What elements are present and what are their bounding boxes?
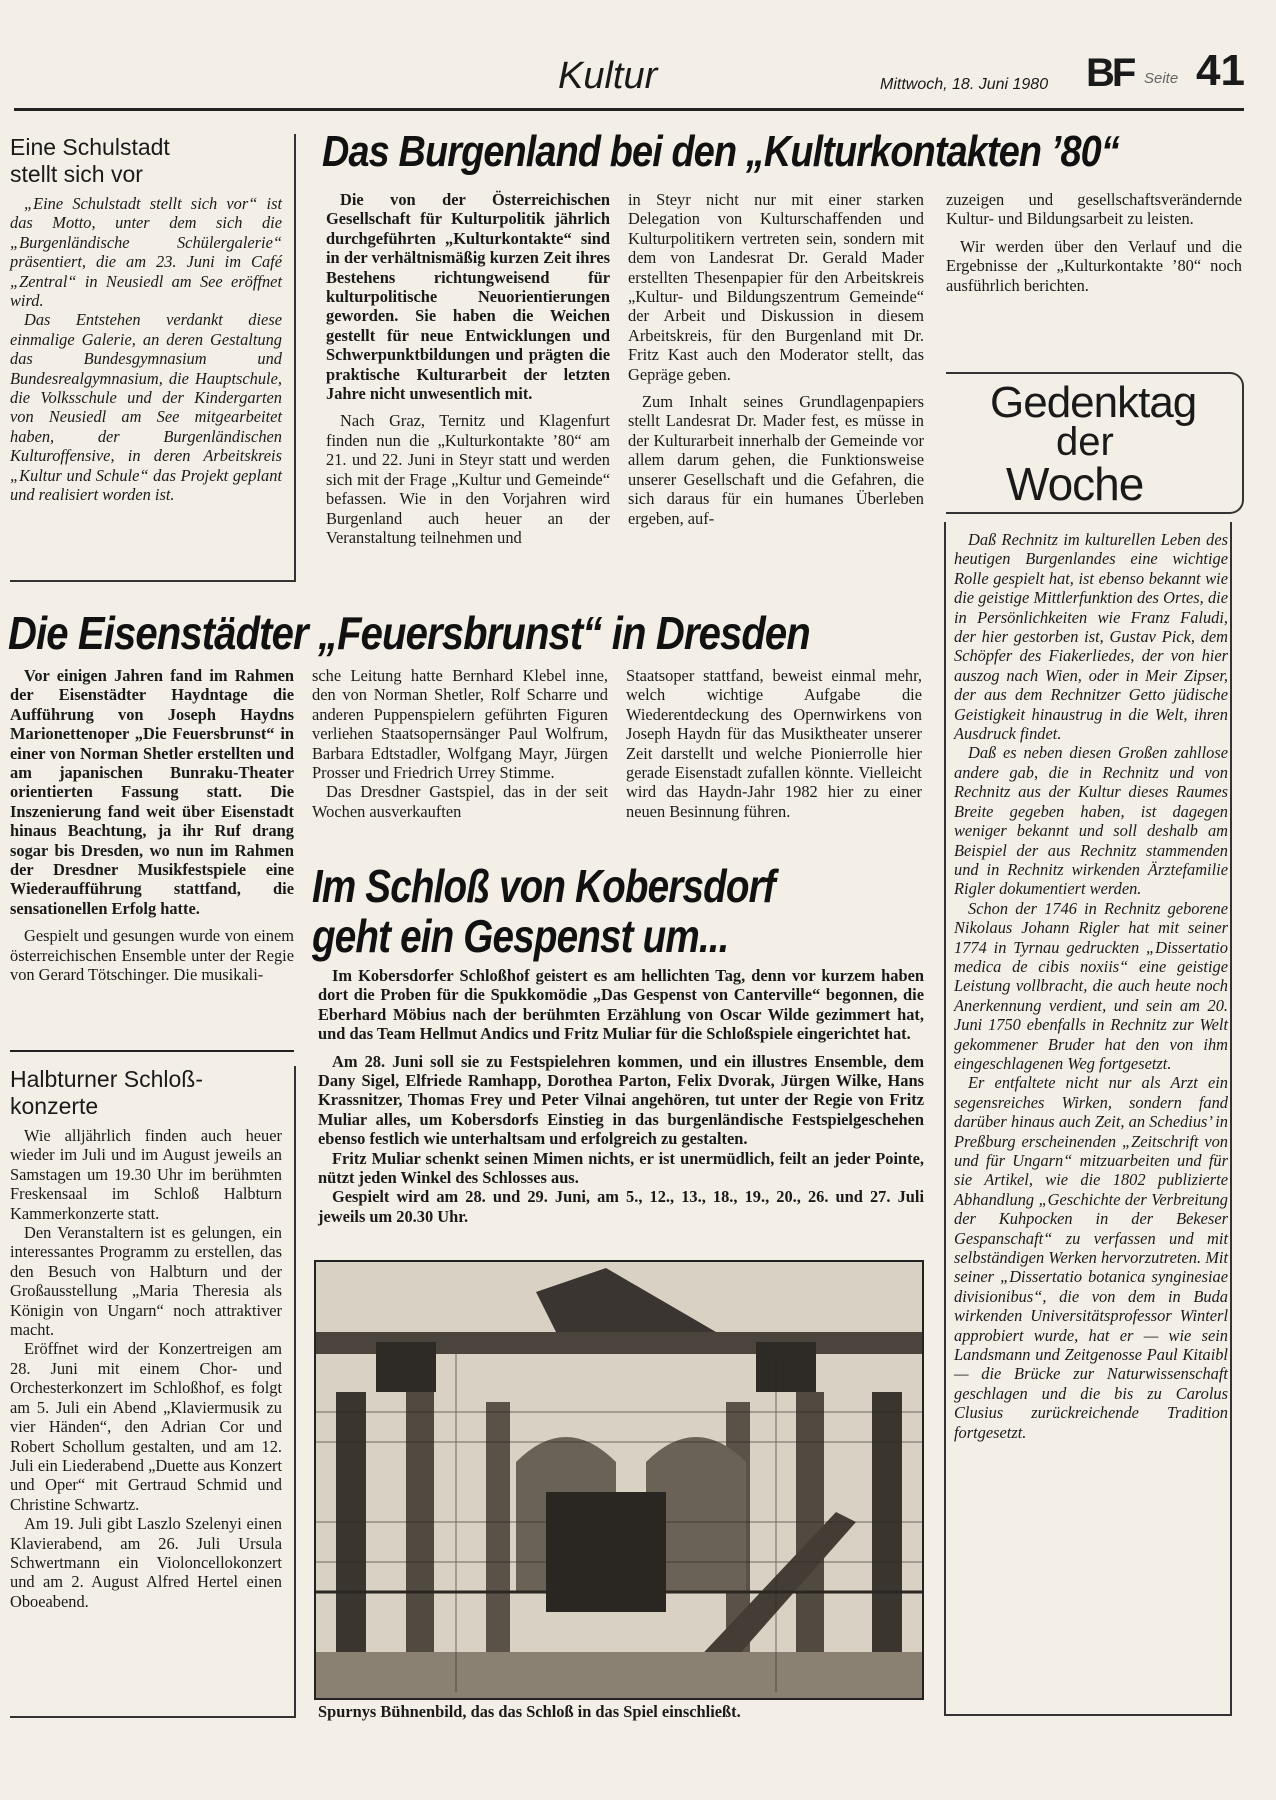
halbturn-paragraph: Den Veranstaltern ist es gelungen, ein interessantes Programm zu erstellen, das den Besuch von Halbturn und der Großausstellung „Maria Theresia als Königin von Ungarn“ noch attraktiver macht. (10, 1223, 282, 1340)
gedenktag-title-box (946, 372, 1244, 514)
publication-logo: BF (1086, 51, 1134, 95)
halbturn-title-line1: Halbturner Schloß- (10, 1066, 204, 1092)
stage-set-illustration (314, 1260, 924, 1700)
halbturn-top-rule (10, 1050, 294, 1052)
schulstadt-title-line2: stellt sich vor (10, 161, 143, 187)
castle-courtyard-drawing (316, 1262, 922, 1698)
gedenktag-box (944, 522, 1232, 1716)
gedenktag-paragraph: Daß Rechnitz im kulturellen Leben des heutigen Burgenlandes eine wichtige Rolle gespielt hat, ist ebenso bekannt wie die geistige Mittlerfunktion des Ortes, die in Persönlichkeiten wie Franz Faludi, der hier gestorben ist, Gustav Pick, dem Schöpfer des Fiakerliedes, der von hier auszog nach Wien, oder in Meir Zipser, der aus dem Rechnitzer Getto jüdische Geistigkeit hinaustrug in die Welt, ihren Ausdruck findet. (954, 530, 1228, 744)
kulturkontakte-paragraph: Nach Graz, Ternitz und Klagenfurt finden nun die „Kulturkontakte ’80“ am 21. und 22. Juni in Steyr statt und werden sich mit der Frage „Kultur und Gemeinde“ befassen. Wie in den Vorjahren wird Burgenland auch heuer an der Veranstaltung teilnehmen und (326, 411, 610, 547)
kobersdorf-paragraph: Gespielt wird am 28. und 29. Juni, am 5., 12., 13., 18., 19., 20., 26. und 27. Juli jeweils um 20.30 Uhr. (318, 1187, 924, 1226)
kulturkontakte-headline: Das Burgenland bei den „Kulturkontakten ’80“ (322, 127, 1119, 176)
schulstadt-box (10, 134, 296, 582)
illustration-caption: Spurnys Bühnenbild, das das Schloß in das Spiel einschließt. (318, 1702, 741, 1721)
kulturkontakte-paragraph: in Steyr nicht nur mit einer starken Delegation von Kulturschaffenden und Kulturpolitikern vertreten sein, sondern mit dem von Landesrat Dr. Gerald Mader erstellten Thesenpapier für den Arbeitskreis „Kultur- und Bildungszentrum Gemeinde“ der Arbeit und Diskussion in diesem Arbeitskreis, für den Burgenland mit Dr. Fritz Kast auch den Moderator stellt, das Gepräge geben. (628, 190, 924, 384)
kulturkontakte-paragraph: zuzeigen und gesellschaftsverändernde Kultur- und Bildungsarbeit zu leisten. (946, 190, 1242, 229)
feuersbrunst-headline: Die Eisenstädter „Feuersbrunst“ in Dresden (8, 607, 810, 659)
feuersbrunst-paragraph: sche Leitung hatte Bernhard Klebel inne, den von Norman Shetler, Rolf Scharre und anderen Puppenspielern geführten Figuren verliehen Staatsopernsänger Paul Wolfrum, Barbara Edtstadler, Wolfgang Mayr, Jürgen Prosser und Friedrich Urrey Stimme. (312, 666, 608, 783)
kobersdorf-headline-line1: Im Schloß von Kobersdorf (312, 860, 775, 912)
schulstadt-paragraph: „Eine Schulstadt stellt sich vor“ ist das Motto, unter dem sich die „Burgenländische Schülergalerie“ präsentiert, die am 23. Juni im Café „Zentral“ in Neusiedl am See eröffnet wird. (10, 194, 282, 311)
schulstadt-paragraph: Das Entstehen verdankt diese einmalige Galerie, an deren Gestaltung das Bundesgymnasium und Bundesrealgymnasium, die Hauptschule, die Volksschule und der Kindergarten von Neusiedl am See mitgearbeitet haben, der Burgenländischen Kulturoffensive, in deren Arbeitskreis „Kultur und Schule“ das Projekt geplant und realisiert worden ist. (10, 310, 282, 505)
issue-date: Mittwoch, 18. Juni 1980 (880, 76, 1049, 93)
masthead-rule (14, 108, 1244, 111)
gedenktag-title-line2: der (1056, 420, 1114, 464)
page-label: Seite (1144, 70, 1179, 87)
kobersdorf-paragraph: Fritz Muliar schenkt seinen Mimen nichts, er ist unermüdlich, feilt an jeder Pointe, nützt jeden Winkel des Schlosses aus. (318, 1148, 924, 1188)
gedenktag-paragraph: Schon der 1746 in Rechnitz geborene Nikolaus Johann Rigler hat mit seiner 1774 in Tyrnau gedruckten „Dissertatio medica de cibis noxiis“ eine geistige Leistung vollbracht, die auch heute noch Anerkennung verdient, und sein am 20. Juni 1750 ebenfalls in Rechnitz zur Welt gekommener Bruder hat den von ihm eingeschlagenen Weg fortgesetzt. (954, 898, 1228, 1073)
feuersbrunst-paragraph: Staatsoper stattfand, beweist einmal mehr, welch wichtige Aufgabe die Wiederentdeckung des Opernwirkens von Joseph Haydn für das Musiktheater unserer Zeit darstellt und welche Pionierrolle hier gerade Eisenstadt zufallen könnte. Vielleicht wird das Haydn-Jahr 1982 hier zu einer neuen Besinnung führen. (626, 666, 922, 821)
kobersdorf-paragraph: Im Kobersdorfer Schloßhof geistert es am hellichten Tag, denn vor kurzem haben dort die Proben für die Spukkomödie „Das Gespenst von Canterville“ begonnen, die Eberhard Möbius nach der berühmten Erzählung von Oscar Wilde gezimmert hat, und das Team Hellmut Andics und Fritz Muliar für die Schloßspiele eingerichtet hat. (318, 966, 924, 1044)
kulturkontakte-paragraph: Wir werden über den Verlauf und die Ergebnisse der „Kulturkontakte ’80“ noch ausführlich berichten. (946, 236, 1242, 295)
halbturn-title-line2: konzerte (10, 1093, 99, 1119)
kobersdorf-paragraph: Am 28. Juni soll sie zu Festspielehren kommen, und ein illustres Ensemble, dem Dany Sigel, Elfriede Ramhapp, Dorothea Parton, Felix Dvorak, Jürgen Wilke, Hans Krassnitzer, Thomas Frey und Peter Vilnai angehören, tut unter der Regie von Fritz Muliar alles, um Kobersdorfs Einstieg in das burgenländische Festspielgeschehen ebenso festlich wie unterhaltsam und erfolgreich zu gestalten. (318, 1051, 924, 1149)
gedenktag-title-line3: Woche (1006, 458, 1144, 510)
gedenktag-paragraph: Er entfaltete nicht nur als Arzt ein segensreiches Wirken, sondern fand darüber hinaus auch Zeit, an Schedius’ in Preßburg erscheinenden „Zeitschrift von und für Ungarn“ mitzuarbeiten und für sie Artikel, wie die 1802 publizierte Abhandlung „Geschichte der Verbreitung der Kuhpocken in der Bekeser Gespanschaft“ zu verfassen und mit selbständigen Werken hervorzutreten. Mit seiner „Dissertatio botanica synginesiae divisionibus“, die von dem in Buda wirkenden Universitätsprofessor Winterl approbiert wurde, hat er — wie sein Landsmann und Zeitgenosse Paul Kitaibl — die Brücke zur Naturwissenschaft geschlagen und die bis zu Carolus Clusius zurückreichende Tradition fortgesetzt. (954, 1073, 1228, 1442)
kulturkontakte-paragraph: Zum Inhalt seines Grundlagenpapiers stellt Landesrat Dr. Mader fest, es müsse in der Kulturarbeit innerhalb der Gemeinde vor allem darum gehen, die Funktionsweise unserer Gesellschaft und die Gefahren, die sich daraus für ein humanes Überleben ergeben, auf- (628, 392, 924, 528)
halbturn-paragraph: Am 19. Juli gibt Laszlo Szelenyi einen Klavierabend, am 26. Juli Ursula Schwertmann ein Violoncellokonzert und am 2. August Alfred Hertel einen Oboeabend. (10, 1514, 282, 1611)
halbturn-paragraph: Wie alljährlich finden auch heuer wieder im Juli und im August jeweils an Samstagen um 19.30 Uhr im berühmten Freskensaal im Schloß Halbturn Kammerkonzerte statt. (10, 1126, 282, 1223)
section-title: Kultur (558, 55, 658, 97)
halbturn-paragraph: Eröffnet wird der Konzertreigen am 28. Juni mit einem Chor- und Orchesterkonzert im Schloßhof, es folgt am 5. Juli ein Abend „Klaviermusik zu vier Händen“, den Adrian Cor und Robert Schollum gestalten, und am 12. Juli ein Liederabend „Duette aus Konzert und Oper“ mit Gertraud Schmid und Christine Schwartz. (10, 1339, 282, 1514)
feuersbrunst-paragraph: Das Dresdner Gastspiel, das in der seit Wochen ausverkauften (312, 782, 608, 821)
kulturkontakte-lead: Die von der Österreichischen Gesellschaft für Kulturpolitik jährlich durchgeführten „Kulturkontakte“ sind in der verhältnismäßig kurzen Zeit ihres Bestehens richtungweisend für kulturpolitische Neuorientierungen geworden. Sie haben die Weichen gestellt für neue Entwicklungen und Schwerpunktbildungen und prägten die praktische Kulturarbeit der letzten Jahre nicht unwesentlich mit. (326, 190, 610, 404)
gedenktag-title-line1: Gedenktag (990, 378, 1197, 427)
schulstadt-title-line1: Eine Schulstadt (10, 134, 170, 160)
feuersbrunst-paragraph: Gespielt und gesungen wurde von einem österreichischen Ensemble unter der Regie von Gerard Tötschinger. Die musikali- (10, 926, 294, 985)
halbturn-box (10, 1066, 296, 1718)
feuersbrunst-lead: Vor einigen Jahren fand im Rahmen der Eisenstädter Haydntage die Aufführung von Joseph Haydns Marionettenoper „Die Feuersbrunst“ in einer von Norman Shetler erstellten und am japanischen Bunraku-Theater orientierten Fassung statt. Die Inszenierung fand weit über Eisenstadt hinaus Beachtung, ja ihr Ruf drang sogar bis Dresden, wo nun im Rahmen der Dresdner Musikfestspiele eine Wiederaufführung stattfand, die sensationellen Erfolg hatte. (10, 666, 294, 918)
page-number: 41 (1196, 46, 1245, 95)
gedenktag-paragraph: Daß es neben diesen Großen zahllose andere gab, die in Rechnitz und von Rechnitz aus der Kultur dieses Raumes Breite gegeben haben, ist dagegen weniger bekannt und soll deshalb am Beispiel der aus Rechnitz stammenden und in Rechnitz wirkenden Ärztefamilie Rigler dokumentiert werden. (954, 743, 1228, 899)
kobersdorf-headline-line2: geht ein Gespenst um... (312, 910, 729, 962)
